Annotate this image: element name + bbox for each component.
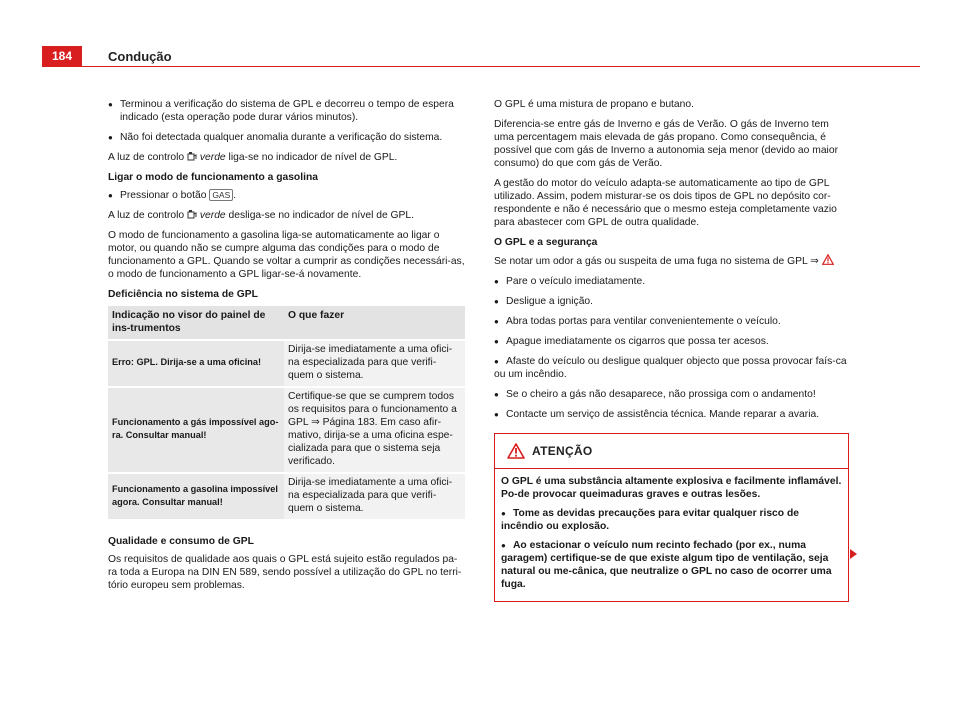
winter-gas-paragraph: Diferencia-se entre gás de Inverno e gás de Verão. O gás de Inverno tem uma percentagem mais elevada de gás propano. Como consequência, é possível que com gás de Inverno a autonomia seja menor (devido ao maior consumo) do que com gás de Verão. [494,119,838,169]
bullet-icon: ● [494,390,499,399]
bullet-icon: ● [494,357,499,366]
table-row [108,340,465,387]
bullet-icon: ● [494,297,499,306]
list-item: ● Desligue a ignição. [494,296,594,307]
list-item: ● Pare o veículo imediatamente. [494,276,646,287]
warning-body [495,469,848,601]
table-row [108,473,465,520]
continue-arrow-icon [850,549,857,559]
page-number: 184 [42,46,82,67]
table-cell-action: Certifique-se que se cumprem todos os requisitos para o funcionamento a GPL ⇒ Página 183. Em caso afir-mativo, dirija-se a uma oficina espe-cializada para que o sistema seja verificado. [284,387,465,473]
warning-triangle-icon [822,254,834,265]
bullet-icon: ● [494,317,499,326]
list-item: ● Contacte um serviço de assistência técnica. Mande reparar a avaria. [494,409,820,420]
lpg-lamp-icon [187,209,197,219]
warning-title: ATENÇÃO [532,443,593,458]
quality-paragraph: Os requisitos de qualidade aos quais o GPL está sujeito estão regulados pa-ra toda a Europa na DIN EN 589, sendo possível a utilização do GPL no terri-tório europeu sem problemas. [108,554,462,591]
table-header-row [108,306,465,340]
table-header-cell: Indicação no visor do painel de ins-trumentos [108,306,284,340]
list-item: ● Afaste do veículo ou desligue qualquer objecto que possa provocar faís-ca ou um incêndio. [494,356,847,380]
table-header-cell: O que fazer [284,306,465,340]
mixture-paragraph: O GPL é uma mistura de propano e butano. [494,99,694,110]
bullet-icon: ● [494,410,499,419]
right-column [494,98,850,602]
bullet-icon: ● [501,541,506,550]
gas-key-symbol: GAS [209,189,233,201]
list-item: ● Apague imediatamente os cigarros que possa ter acesos. [494,336,769,347]
petrol-mode-paragraph: O modo de funcionamento a gasolina liga-se automaticamente ao ligar o motor, ou quando não se cumpre alguma das condições para o modo de funcionamento a GPL. Quando se voltar a cumprir as condições necessári-as, o modo de funcionamento a GPL ligar-se-á novamente. [108,230,465,280]
warning-box [494,433,849,602]
table-cell-action: Dirija-se imediatamente a uma ofici-na especializada para que verifi-quem o sistema. [284,473,465,520]
heading-safety: O GPL e a segurança [494,237,598,248]
lpg-lamp-icon [187,151,197,161]
list-item: ● Pressionar o botão GAS . [108,190,237,201]
bullet-icon: ● [108,133,113,142]
heading-quality: Qualidade e consumo de GPL [108,536,254,547]
list-item: ● Ao estacionar o veículo num recinto fechado (por ex., numa garagem) certifique-se de que existe algum tipo de ventilação, seja natural ou me-cânica, que neutralize o GPL no caso de ocorrer uma fuga. [501,540,832,590]
bullet-icon: ● [108,100,113,109]
header-rule [82,66,920,67]
left-column [108,98,466,599]
lamp-off-paragraph: A luz de controlo verde desliga-se no indicador de nível de GPL. [108,210,414,221]
gas-smell-paragraph: Se notar um odor a gás ou suspeita de uma fuga no sistema de GPL ⇒ [494,254,850,268]
list-item: ● Tome as devidas precauções para evitar qualquer risco de incêndio ou explosão. [501,508,799,532]
bullet-icon: ● [494,277,499,286]
table-cell-message: Erro: GPL. Dirija-se a uma oficina! [108,340,284,387]
chapter-title: Condução [108,49,172,64]
heading-switch-petrol: Ligar o modo de funcionamento a gasolina [108,172,318,183]
warning-triangle-icon [507,443,525,459]
list-item: ● Terminou a verificação do sistema de GPL e decorreu o tempo de espera indicado (esta operação pode durar vários minutos). [108,99,454,123]
deficiency-table [108,306,465,521]
table-cell-message: Funcionamento a gasolina impossível agora. Consultar manual! [108,473,284,520]
lamp-on-paragraph: A luz de controlo verde liga-se no indicador de nível de GPL. [108,152,398,163]
list-item: ● Se o cheiro a gás não desaparece, não prossiga com o andamento! [494,389,816,400]
table-row [108,387,465,473]
warning-intro: O GPL é uma substância altamente explosiva e facilmente inflamável. Po-de provocar queimaduras graves e outras lesões. [501,476,842,500]
list-item: ● Abra todas portas para ventilar convenientemente o veículo. [494,316,781,327]
table-cell-message: Funcionamento a gás impossível ago-ra. Consultar manual! [108,387,284,473]
list-item: ● Não foi detectada qualquer anomalia durante a verificação do sistema. [108,132,443,143]
bullet-icon: ● [494,337,499,346]
bullet-icon: ● [501,509,506,518]
table-cell-action: Dirija-se imediatamente a uma ofici-na especializada para que verifi-quem o sistema. [284,340,465,387]
warning-header [495,434,848,469]
bullet-icon: ● [108,191,113,200]
engine-management-paragraph: A gestão do motor do veículo adapta-se automaticamente ao tipo de GPL utilizado. Assim, podem misturar-se os dois tipos de GPL no depósito cor-respondente e não é necessário que o mesmo esteja completamente vazio para abastecer com GPL de outra qualidade. [494,178,837,228]
heading-deficiency: Deficiência no sistema de GPL [108,289,258,300]
